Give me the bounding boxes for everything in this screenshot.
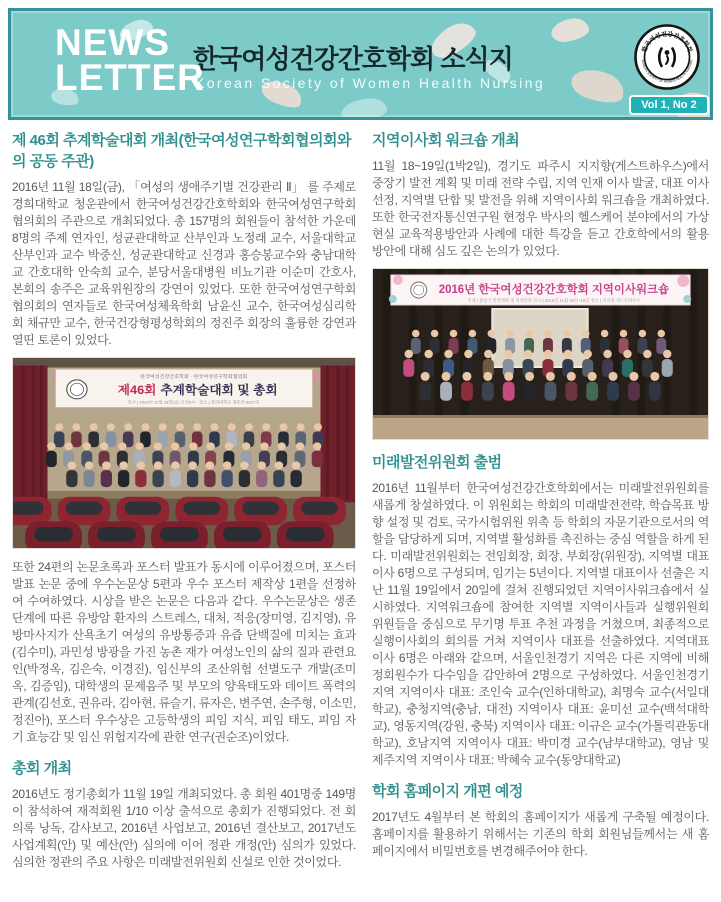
society-seal-logo [633,23,701,91]
content-area [12,130,709,879]
article-paragraph: 2017년도 4월부터 본 학회의 홈페이지가 새롭게 구축될 예정이다. 홈페이지를 활용하기 위해서는 기존의 학회 회원님들께서는 새 홈페이지에서 비밀번호를 변경해주어야 한다. [372,810,709,858]
article-paragraph: 2016년 11월 18일(금), 「여성의 생애주기별 건강관리 Ⅱ」 를 주제로 경희대학교 청운관에서 한국여성건강간호학회와 한국여성연구학회협의회의 주관으로 개최되었다. 총 157명의 회원들이 참석한 가운데 8명의 주제 연자인, 성균관대학교 산부인과 노정래 교수, 서울대학교 산부인과 교수 박중신, 성균관대학교 신경과 홍승봉교수와 충남대학교 간호대학 안숙희 교수, 분당서울대병원 비뇨기관 이순미 간호사, 본회의 송주은 교육위원장의 강연이 있었다. 또한 한국여성연구학회협의회의 연자들로 한국여성체육학회 남윤신 교수, 한국여성심리학회 채규만 교수, 한국건강형평성학회의 정진주 회장의 훌륭한 강연과 열띤 토론이 있었다. [12,180,356,347]
seal-bottom-text: KOREAN SOCIETY OF WOMEN HEALTH NURSING [640,59,694,84]
seal-top-text: 한국여성건강간호학회 [641,31,693,54]
newsletter-wordmark [55,22,205,99]
page-subtitle: Korean Society of Women Health Nursing [195,75,546,91]
photo-banner-main-text: 2016년 한국여성건강간호학회 지역이사워크숍 [438,283,670,297]
article-paragraph: 2016년도 정기총회가 11월 19일 개최되었다. 총 회원 401명중 149명이 참석하여 재적회원 1/10 이상 출석으로 총회가 진행되었다. 전 회의록 낭독, 감사보고, 2016년 사업보고, 2016년 결산보고, 2017년도 사업계획(안) 및 예산(안) 심의에 이어 정관 개정(안) 심의가 있었다. 심의한 정관의 주요 사항은 미래발전위원회 신설로 인한 것이었다. [12,787,356,869]
article-paragraph: 11월 18~19일(1박2일), 경기도 파주시 지지향(게스트하우스)에서 중장기 발전 계획 및 미래 전략 수립, 지역 인재 이사 발굴, 대표 이사 선정, 지역별 단합 및 발전을 위해 지역이사회 워크숍을 개최하였다. 또한 한국전자통신연구원 현정우 박사의 헬스케어 분야에서의 가상현실 교육적용방안과 사례에 대한 특강을 듣고 간호학에서의 활용방안에 대해 심도 깊은 논의가 있었다. [372,159,709,258]
banner-session-number: 제46회 [117,383,157,397]
photo-banner-sub-text: 주제 | 중장기 발전계획 및 미래전략 일시 | 2016년 11월 18일~19일 장소 | 지지향 게스트하우스 [467,297,641,304]
workshop-group-photo [372,268,709,440]
conference-group-photo [12,357,356,549]
left-column [12,130,356,879]
photo-banner-sub-text: 일시 | 2016년 11월 18일(금) 오전9시 · 장소 | 경희대학교 청운관 B117호 [127,399,260,405]
wordmark-line2: LETTER [55,57,205,99]
photo-banner-top-text: 한국여성건강간호학회 · 한국여성연구학회협의회 [140,375,248,380]
auditorium-chairs [13,497,346,548]
article-title-future-committee: 미래발전위원회 출범 [372,454,502,471]
page-title: 한국여성건강간호학회 소식지 [193,44,513,74]
volume-badge: Vol 1, No 2 [629,95,709,115]
flower-petal-icon [568,63,629,108]
article-title-general-meeting: 총회 개최 [12,760,72,777]
banner-session-title: 추계학술대회 및 총회 [160,383,278,397]
wordmark-line1: NEWS [55,22,170,63]
article-paragraph: 2016년 11월부터 한국여성건강간호학회에서는 미래발전위원회를 새롭게 창설하였다. 이 위원회는 학회의 미래발전전략, 학습목표 방향 설정 및 검토, 국가시험위원 위촉 등 학회의 자문기관으로서의 역할을 담당하게 되며, 지역별 활성화를 촉진하는 중심 역할을 하게 된다. 미래발전위원회는 전임회장, 회장, 부회장(위원장), 지역별 대표이사 6명으로 구성되며, 임기는 5년이다. 지역별 대표이사 선출은 지난 11월 19일에서 20일에 걸쳐 진행되었던 지역이사워크숍에서 실시하였다. 지역워크숍에 참여한 지역별 지역이사들과 실행위원회 위원들을 중심으로 무기명 투표 추천 과정을 거쳤으며, 최종적으로 실행이사회의 회의를 거쳐 지역이사 대표를 선출하였다. 지역대표 이사 6명은 아래와 같으며, 서울인천경기 지역은 다른 지역에 비해 정회원수가 다수임을 감안하여 2명으로 구성하였다. 서울인천경기지역 지역이사 대표: 조인숙 교수(인하대학교), 최명숙 교수(서일대학교), 충청지역(충남, 대전) 지역이사 대표: 윤미선 교수(백석대학교), 영동지역(강원, 충북) 지역이사 대표: 이규은 교수(가톨릭관동대학교), 호남지역 지역이사 대표: 박미경 교수(남부대학교), 영남 및 제주지역 지역이사 대표: 박혜숙 교수(동양대학교) [372,481,709,767]
article-title-homepage-renewal: 학회 홈페이지 개편 예정 [372,783,523,800]
flower-petal-icon [340,96,389,120]
masthead [8,8,713,120]
right-column [372,130,709,879]
photo-banner-main-text [118,383,278,397]
article-title-regional-workshop: 지역이사회 워크숍 개최 [372,132,520,149]
article-paragraph: 또한 24편의 논문초록과 포스터 발표가 동시에 이루어졌으며, 포스터 발표 논문 중에 우수논문상 5편과 우수 포스터 제작상 1편을 선정하여 수여하였다. 시상을 받은 논문은 다음과 같다. 우수논문상은 생존단계에 따른 유방암 환자의 스트레스, 대처, 적응(장미영, 김지영), 유방마사지가 산욕초기 여성의 유방통증과 유즙 단백질에 미치는 효과(김수미), 과민성 방광을 가진 농촌 재가 여성노인의 삶의 질과 관련요인(박정옥, 김은숙, 이경진), 임신부의 조산위험 선별도구 개발(조미옥, 김증임), 대학생의 문제음주 및 부모의 양육태도와 데이트 폭력의 관계(김선호, 권유라, 김아현, 류슬기, 류자은, 변주연, 손주형, 이소민, 정진아), 포스터 우수상은 고등학생의 피임 지식, 피임 태도, 피임 자기 효능감 및 임신 위험지각에 관한 연구(권순조)이었다. [12,560,356,744]
article-title-fall-conference: 제 46회 추계학술대회 개최(한국여성연구학회협의회와의 공동 주관) [12,132,351,170]
flower-petal-icon [549,16,590,44]
